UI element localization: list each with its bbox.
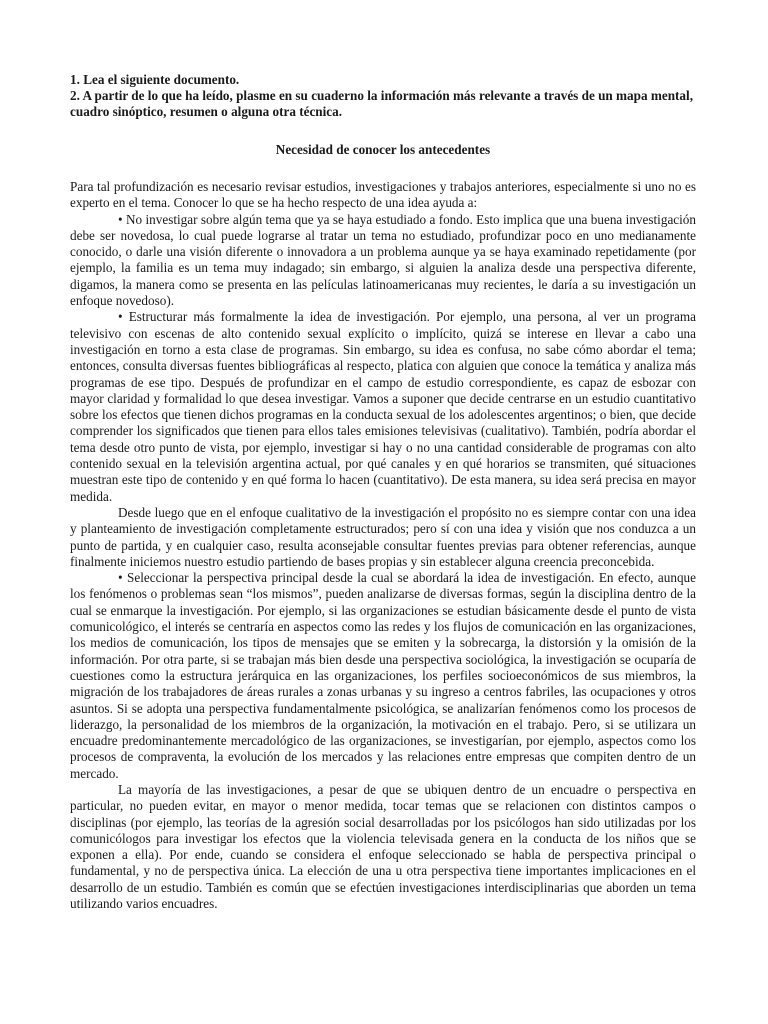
instruction-2: 2. A partir de lo que ha leído, plasme en su cuaderno la información más relevante a través de un mapa mental, cuadro sinóptico, resumen o alguna otra técnica. bbox=[70, 88, 693, 119]
paragraph-conclusion: La mayoría de las investigaciones, a pesar de que se ubiquen dentro de un encuadre o perspectiva en particular, no pueden evitar, en mayor o menor medida, tocar temas que se relacionen con distintos campos o disciplinas (por ejemplo, las teorías de la agresión social desarrolladas por los psicólogos han sido utilizadas por los comunicólogos para investigar los efectos que la violencia televisada genera en la conducta de los niños que se exponen a ella). Por ende, cuando se considera el enfoque seleccionado se habla de perspectiva principal o fundamental, y no de perspectiva única. La elección de una u otra perspectiva tiene importantes implicaciones en el desarrollo de un estudio. También es común que se efectúen investigaciones interdisciplinarias que aborden un tema utilizando varios encuadres. bbox=[70, 781, 696, 912]
section-heading: Necesidad de conocer los antecedentes bbox=[275, 142, 491, 157]
paragraph-bullet-3: • Seleccionar la perspectiva principal desde la cual se abordará la idea de investigación. En efecto, aunque los fenómenos o problemas sean “los mismos”, pueden analizarse de diversas formas, según la disciplina dentro de la cual se enmarque la investigación. Por ejemplo, si las organizaciones se estudian básicamente desde el punto de vista comunicológico, el interés se centraría en aspectos como las redes y los flujos de comunicación en las organizaciones, los medios de comunicación, los tipos de mensajes que se emiten y la sobrecarga, la distorsión y la omisión de la información. Por otra parte, si se trabajan más bien desde una perspectiva sociológica, la investigación se ocuparía de cuestiones como la estructura jerárquica en las organizaciones, los perfiles socioeconómicos de sus miembros, la migración de los trabajadores de áreas rurales a zonas urbanas y su ingreso a centros fabriles, las ocupaciones y otros asuntos. Si se adopta una perspectiva fundamentalmente psicológica, se analizarían fenómenos como los procesos de liderazgo, la personalidad de los miembros de la organización, la motivación en el trabajo. Pero, si se utilizara un encuadre predominantemente mercadológico de las organizaciones, se investigarían, por ejemplo, aspectos como los procesos de compraventa, la evolución de los mercados y las relaciones entre empresas que compiten dentro de un mercado. bbox=[70, 570, 696, 781]
paragraph-qualitative: Desde luego que en el enfoque cualitativo de la investigación el propósito no es siempre contar con una idea y planteamiento de investigación completamente estructurados; pero sí con una idea y visión que nos conduzca a un punto de partida, y en cualquier caso, resulta aconsejable consultar fuentes previas para obtener referencias, aunque finalmente iniciemos nuestro estudio partiendo de bases propias y sin establecer alguna creencia preconcebida. bbox=[70, 504, 696, 569]
instruction-1: 1. Lea el siguiente documento. bbox=[70, 72, 240, 87]
paragraph-intro: Para tal profundización es necesario revisar estudios, investigaciones y trabajos anteriores, especialmente si uno no es experto en el tema. Conocer lo que se ha hecho respecto de una idea ayuda a: bbox=[70, 179, 696, 211]
document-page bbox=[70, 72, 696, 912]
paragraph-bullet-2: • Estructurar más formalmente la idea de investigación. Por ejemplo, una persona, al ver un programa televisivo con escenas de alto contenido sexual explícito o implícito, quizá se interese en llevar a cabo una investigación en torno a esta clase de programas. Sin embargo, su idea es confusa, no sabe cómo abordar el tema; entonces, consulta diversas fuentes bibliográficas al respecto, platica con alguien que conoce la temática y analiza más programas de ese tipo. Después de profundizar en el campo de estudio correspondiente, es capaz de esbozar con mayor claridad y formalidad lo que desea investigar. Vamos a suponer que decide centrarse en un estudio cuantitativo sobre los efectos que tienen dichos programas en la conducta sexual de los adolescentes argentinos; o bien, que decide comprender los significados que tienen para ellos tales emisiones televisivas (cualitativo). También, podría abordar el tema desde otro punto de vista, por ejemplo, investigar si hay o no una cantidad considerable de programas con alto contenido sexual en la televisión argentina actual, por qué canales y en qué horarios se transmiten, qué situaciones muestran este tipo de contenido y en qué forma lo hacen (cuantitativo). De esta manera, su idea será precisa en mayor medida. bbox=[70, 309, 696, 504]
paragraph-bullet-1: • No investigar sobre algún tema que ya se haya estudiado a fondo. Esto implica que una buena investigación debe ser novedosa, lo cual puede lograrse al tratar un tema no estudiado, profundizar poco en uno medianamente conocido, o darle una visión diferente o innovadora a un problema aunque ya se haya examinado repetidamente (por ejemplo, la familia es un tema muy indagado; sin embargo, si alguien la analiza desde una perspectiva diferente, digamos, la manera como se presenta en las películas latinoamericanas muy recientes, le daría a su investigación un enfoque novedoso). bbox=[70, 211, 696, 309]
